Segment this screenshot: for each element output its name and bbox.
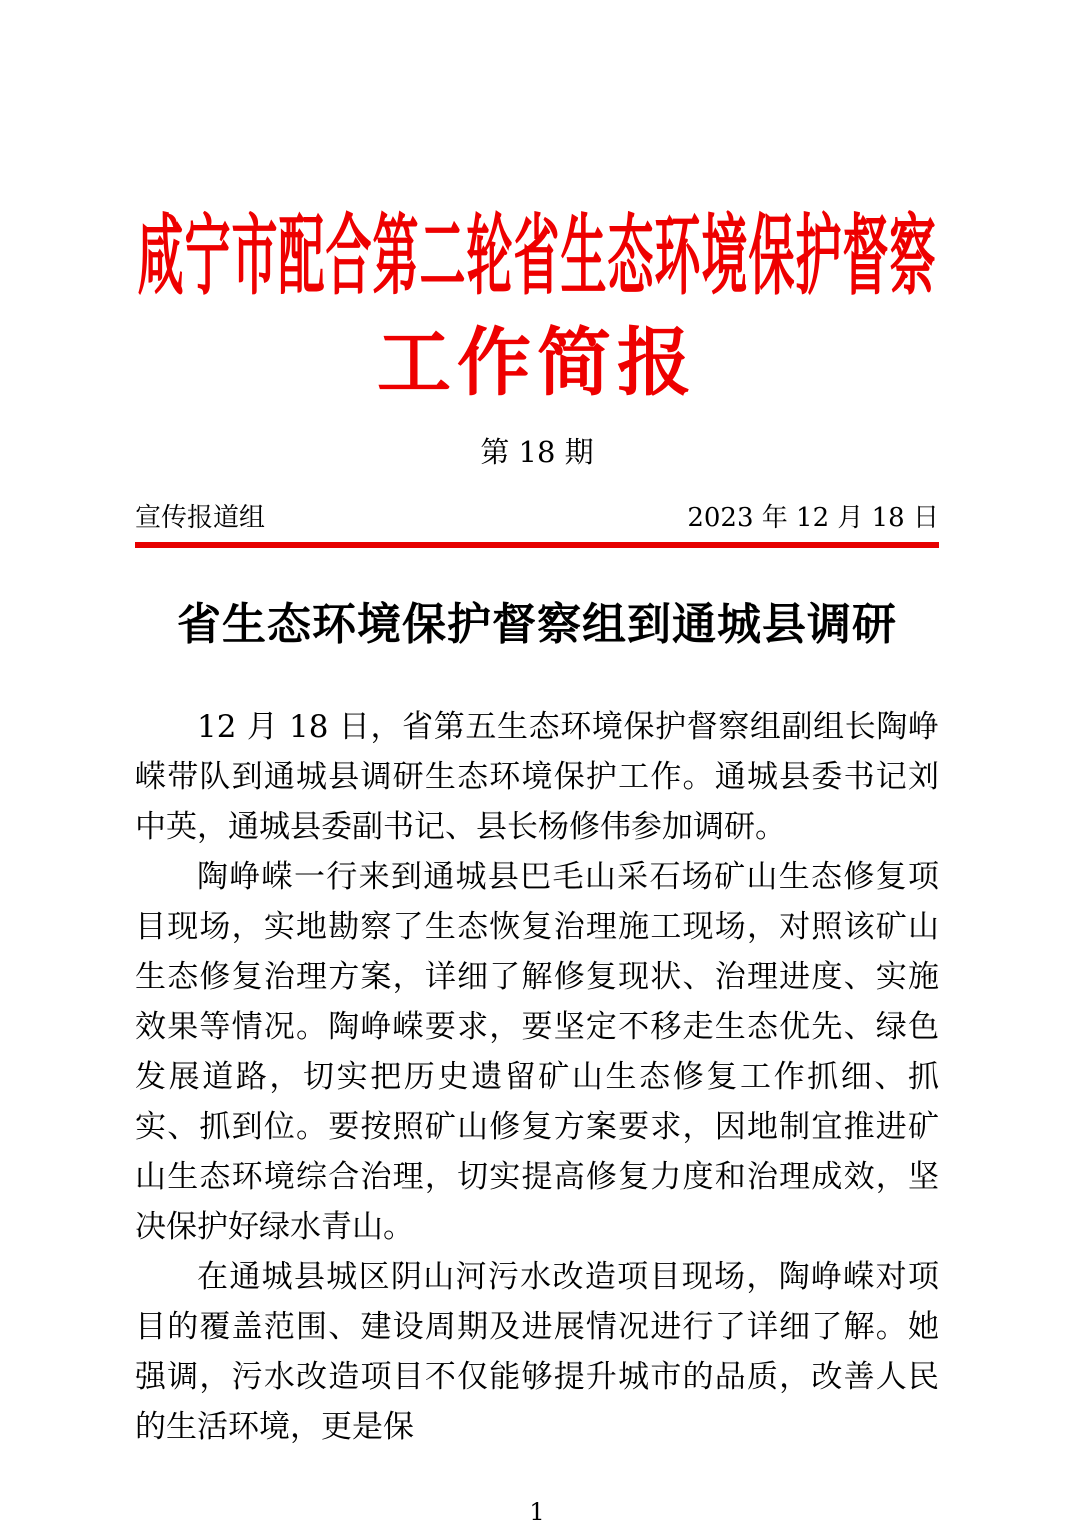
document-content — [135, 204, 939, 1520]
issue-number: 第 18 期 — [480, 435, 594, 469]
article-title: 省生态环境保护督察组到通城县调研 — [177, 599, 897, 650]
masthead-title: 咸宁市配合第二轮省生态环境保护督察 — [137, 204, 937, 307]
publisher-label: 宣传报道组 — [135, 503, 266, 533]
publish-date: 2023 年 12 月 18 日 — [687, 503, 939, 533]
page-number: 1 — [529, 1498, 545, 1520]
masthead-title-wrap — [135, 204, 939, 307]
article-body — [135, 702, 939, 1452]
article-paragraph: 陶峥嵘一行来到通城县巴毛山采石场矿山生态修复项目现场，实地勘察了生态恢复治理施工现场，对照该矿山生态修复治理方案，详细了解修复现状、治理进度、实施效果等情况。陶峥嵘要求，要坚定不移走生态优先、绿色发展道路，切实把历史遗留矿山生态修复工作抓细、抓实、抓到位。要按照矿山修复方案要求，因地制宜推进矿山生态环境综合治理，切实提高修复力度和治理成效，坚决保护好绿水青山。 — [135, 859, 939, 1245]
article-paragraph: 12 月 18 日，省第五生态环境保护督察组副组长陶峥嵘带队到通城县调研生态环境保护工作。通城县委书记刘中英，通城县委副书记、县长杨修伟参加调研。 — [135, 709, 939, 845]
masthead-subtitle: 工作简报 — [377, 320, 697, 406]
article-paragraph: 在通城县城区阴山河污水改造项目现场，陶峥嵘对项目的覆盖范围、建设周期及进展情况进行了详细了解。她强调，污水改造项目不仅能够提升城市的品质，改善人民的生活环境，更是保 — [135, 1259, 939, 1445]
info-bar — [135, 503, 939, 548]
masthead — [135, 204, 939, 469]
